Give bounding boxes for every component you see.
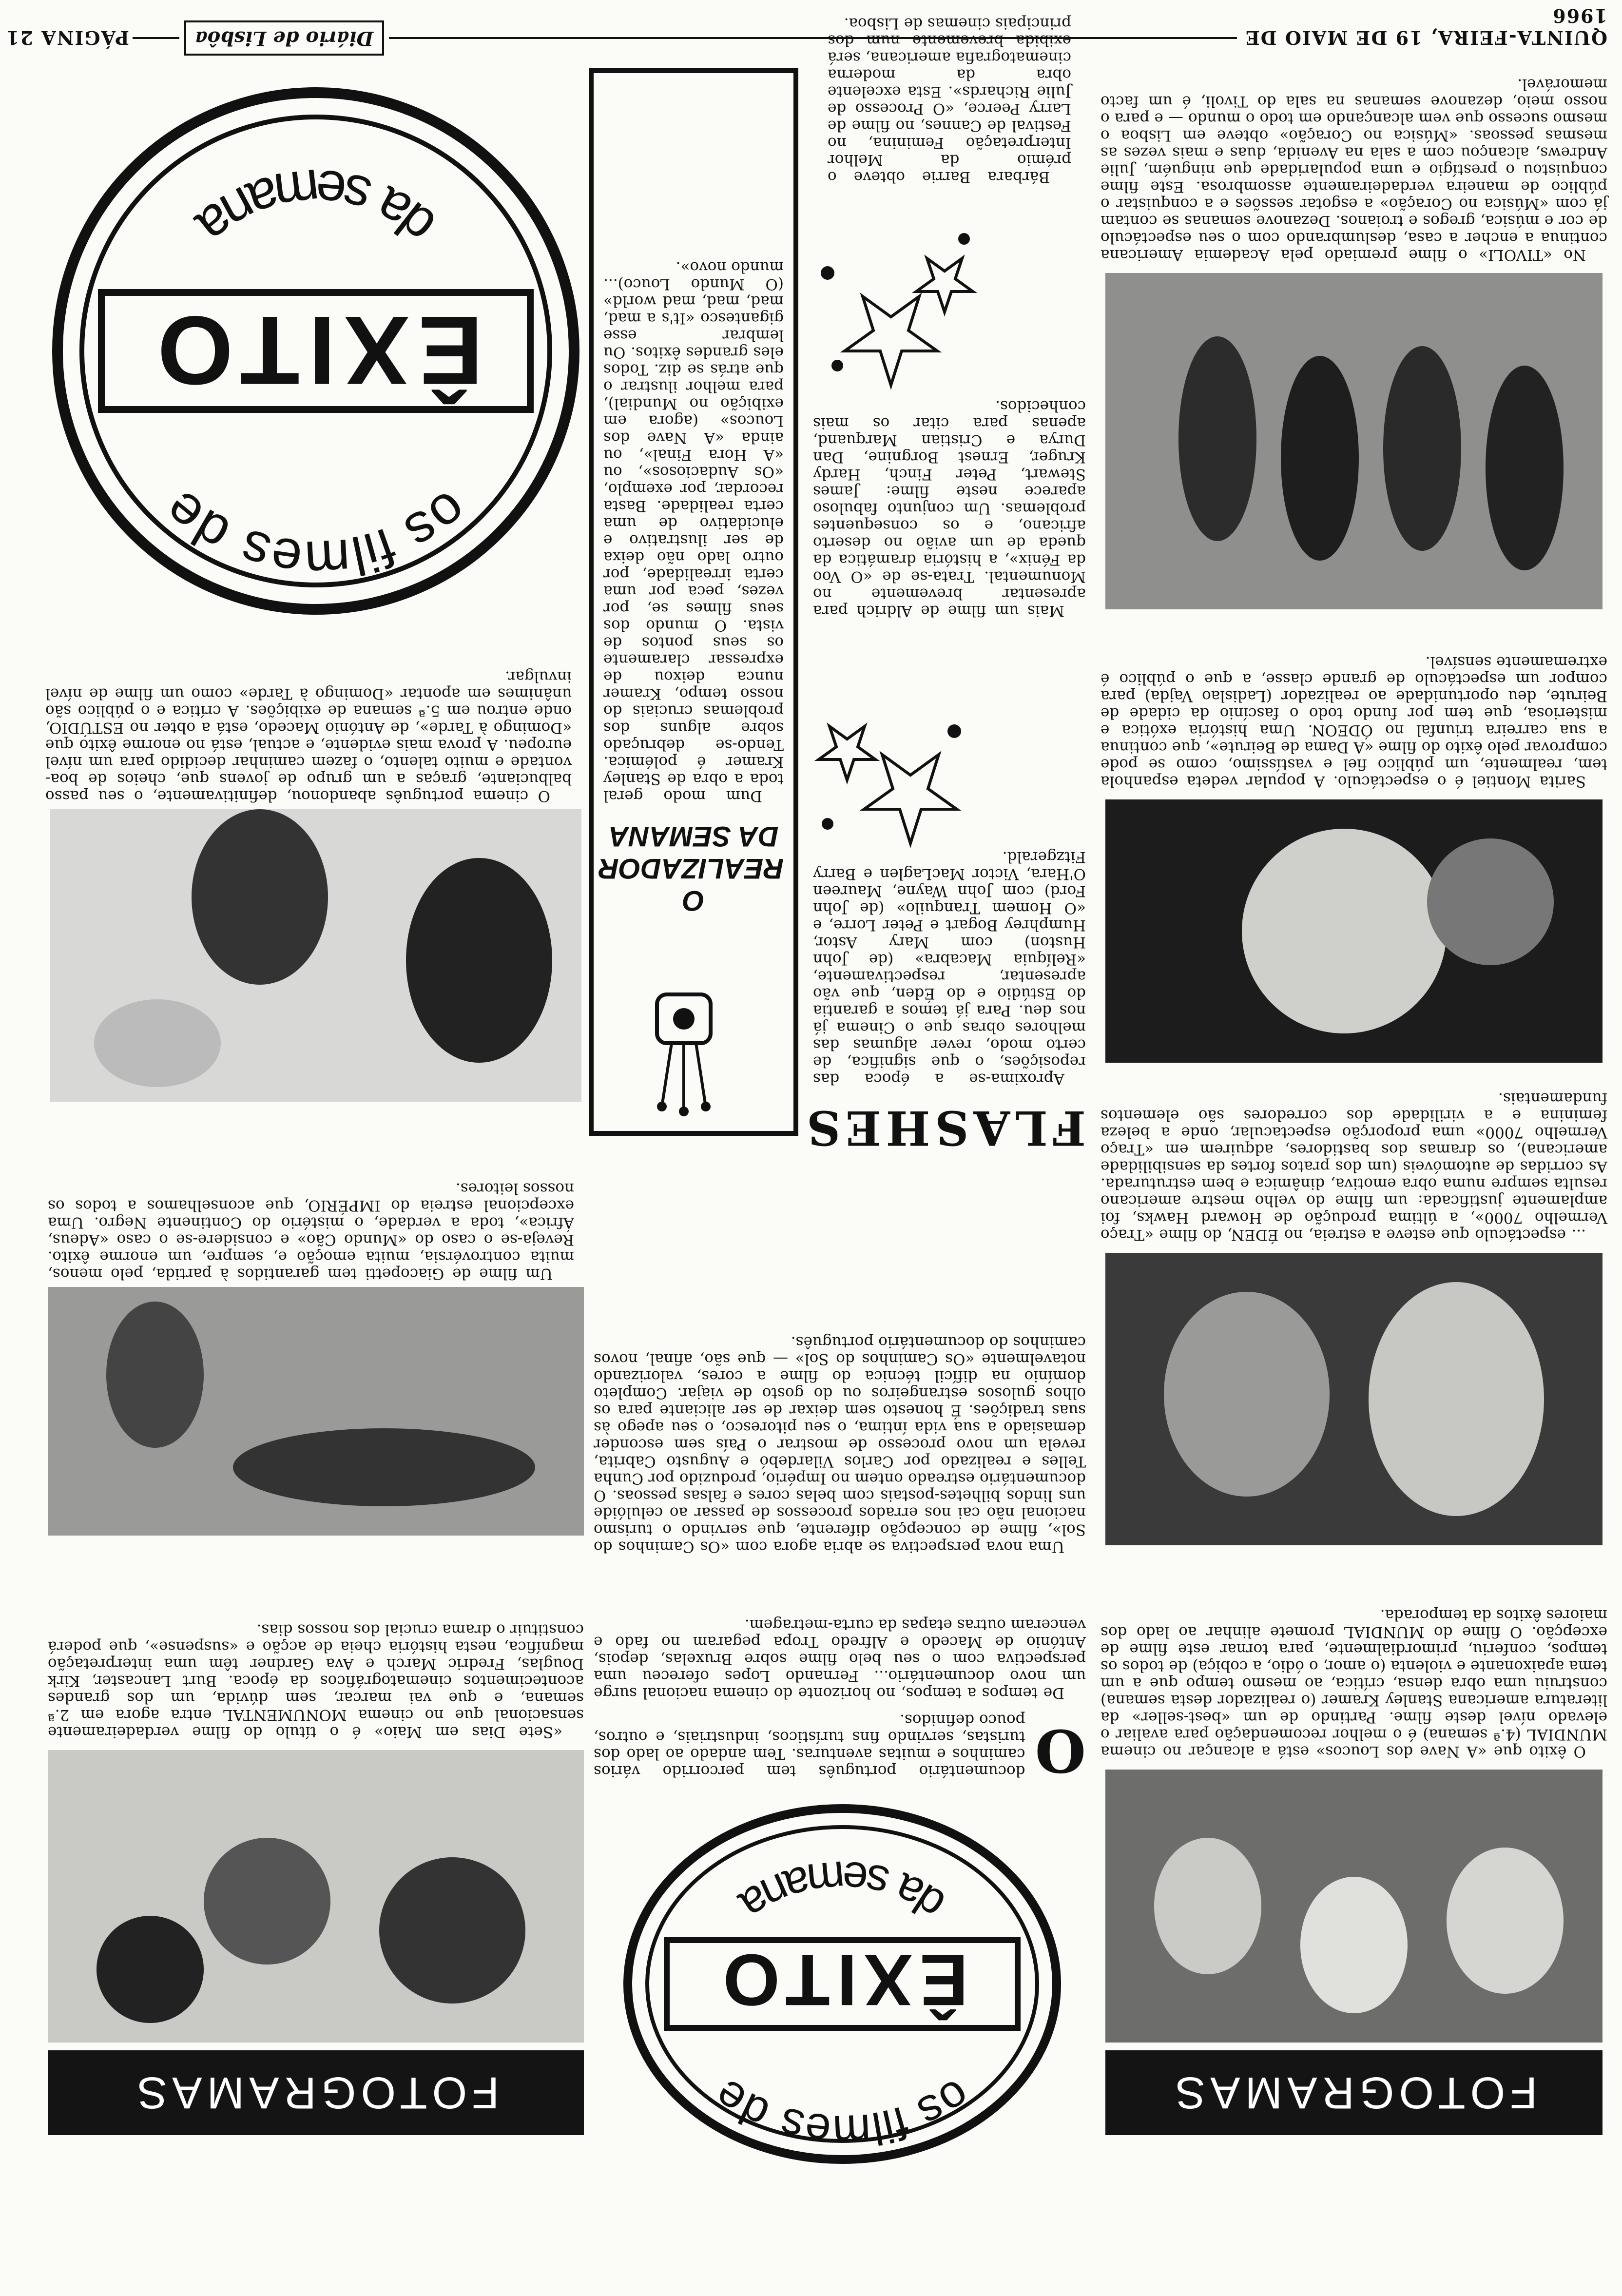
caption-text: O cinema português abandonou, definitivamente, o seu passo balbuciante, graças a um grupo de jovens que, cheios de boa-vontade e muito talento, o fazem caminhar decidido para um nível europeu. A prova mais evidente, e actual, está no enorme êxito que «Domingo à Tarde», de António Macedo, está a obter no ESTÚDIO, onde entrou em 5.ª semana de exibições. A crítica e o público são unânimes em apontar «Domingo à Tarde» como um filme de nível invulgar. xyxy=(45,667,572,805)
photo-shape xyxy=(1427,838,1554,965)
date-line: QUINTA-FEIRA, 19 DE MAIO DE 1966 xyxy=(1244,5,1607,49)
documentario-paragraph: documentário português tem percorrido vários caminhos e muitas aventuras. Tem andado ao lado dos turistas, servindo fins turísticos, industriais, e outros, pouco definidos. xyxy=(594,1711,1025,1780)
photo-shape xyxy=(106,1302,204,1448)
documentario-paragraph: De tempos a tempos, no horizonte do cinema nacional surge um novo documentário... Fernando Lopes ofereceu uma perspectiva com o seu belo filme sobre Bruxelas, depois, António de Macedo e Alfredo Tropa pegaram no fado e venceram outras etapas da curta-metragem. xyxy=(594,1615,1086,1702)
documentario-text-2 xyxy=(594,1609,1086,1701)
flashes-paragraph: Bárbara Barrie obteve o prémio da Melhor Interpretação Feminina, no Festival de Cannes, no filme de Larry Peerce, «O Processo de Julie Richards». Esta excelente obra da moderna cinematografia americana, será exibida brevemente num dos principais cinemas de Lisboa. xyxy=(828,14,1071,186)
caption-imperio xyxy=(48,1173,574,1282)
flashes-paragraph: Mais um filme de Aldrich para apresentar brevemente no Monumental. Trata-se de «O Voo da Fénix», a história dramática da queda de um avião no deserto africano, e os consequentes problemas. Um conjunto fabuloso aparece neste filme: James Stewart, Peter Finch, Hardy Kruger, Ernest Borgnine, Dan Durya e Cristian Marquand, apenas para citar os mais conhecidos. xyxy=(813,397,1086,620)
header-rule-left xyxy=(133,37,179,39)
caption-text: ... espectáculo que esteve a estreia, no ÉDEN, do filme «Traço Vermelho 7000», a última produção de Howard Hawks, foi amplamente justificada: um filme do velho mestre americano resulta sempre numa obra emotiva, dinâmica e bem estruturada. As corridas de automóveis (um dos pratos fortes da sensibilidade americana), os dramas dos bastidores, adquirem em «Traço Vermelho 7000» uma proporção espectacular, onde a beleza feminina e a virilidade dos corredores são elementos fundamentais. xyxy=(1101,1089,1607,1244)
photo-shape xyxy=(379,1857,525,2004)
projector-icon xyxy=(637,970,730,1116)
flashes-text xyxy=(813,841,1086,1087)
stamp-bottom-text: da semana xyxy=(731,1851,954,1931)
caption-text: «Sete Dias em Maio» é o título do filme verdadeiramente sensacional que no cinema MONUMENTAL entra agora em 2.ª semana, e que vai marcar, sem dúvida, um dos grandes acontecimentos cinematográficos da época. Burt Lancaster, Kirk Douglas, Fredric March e Ava Gardner têm uma interpretação magnífica, nesta história cheia de acção e «suspense», que poderá constituir o drama crucial dos nossos dias. xyxy=(48,1620,584,1741)
photo-shape xyxy=(233,1428,535,1506)
photo-nave-dos-loucos xyxy=(1105,1770,1603,2043)
photo-shape xyxy=(94,999,221,1087)
stamp-bottom-text: da semana xyxy=(185,157,446,257)
caption-estudio xyxy=(45,661,572,804)
photo-shape xyxy=(204,1838,330,1965)
stars-decoration-2 xyxy=(798,678,984,853)
photo-musica-no-coracao xyxy=(1105,273,1603,609)
realizador-title-2: DA SEMANA xyxy=(608,820,779,852)
dropcap: O xyxy=(1035,1716,1086,1785)
star-icon xyxy=(798,678,984,853)
caption-tivoli xyxy=(1101,69,1607,263)
photo-domingo-a-tarde xyxy=(50,809,581,1102)
photo-dama-de-beirute xyxy=(1105,799,1603,1063)
photo-shape xyxy=(1154,1838,1261,1974)
stamp-top-text: os filmes de xyxy=(705,2069,980,2158)
photo-shape xyxy=(1486,366,1564,570)
caption-text: Um filme de Giacopetti tem garantidos à partida, pelo menos, muita controvérsia, muita emoção e, sempre, um enorme êxito. Reveja-se o caso do «Mundo Cão» e considere-se o caso «Adeus, África», toda a verdade, o mistério do Continente Negro. Uma excepcional estreia do IMPÉRIO, que aconselhamos a todos os nossos leitores. xyxy=(48,1179,574,1283)
realizador-heading xyxy=(598,820,784,916)
caption-text: O êxito que «A Nave dos Loucos» está a alcançar no cinema MUNDIAL (4.ª semana) é o melhor recomendação para avaliar o elevado nível deste filme. Partindo de um «best-seller» da literatura americana Stanley Kramer (o realizador desta semana) construiu uma obra densa, crítica, ao mesmo tempo que a um tema apaixonante e violenta (o amor, o ódio, a cobiça) de todos os tempos, conferiu, primordialmente, para tornar este filme de excepção. O filme do MUNDIAL promete alinhar ao lado dos maiores êxitos da temporada. xyxy=(1101,1606,1607,1760)
logo-text: Diário de Lisbôa xyxy=(194,27,374,50)
caption-monumental xyxy=(48,1614,584,1740)
exito-stamp-large xyxy=(43,78,589,624)
realizador-text xyxy=(603,252,784,805)
stamp-top-text: os filmes de xyxy=(152,479,480,591)
photo-shape xyxy=(192,809,328,985)
photo-shape xyxy=(1369,1282,1544,1516)
header-rule-mid xyxy=(389,37,1237,39)
realizador-title-1: O REALIZADOR xyxy=(598,853,784,916)
documentario-text-3 xyxy=(594,1326,1086,1555)
page-label: PÁGINA 21 xyxy=(5,27,129,49)
flashes-text-2 xyxy=(813,390,1086,619)
photo-shape xyxy=(1164,1292,1330,1497)
newspaper-logo xyxy=(184,20,384,56)
photo-shape xyxy=(1281,356,1359,561)
documentario-intro xyxy=(594,1711,1086,1785)
photo-shape xyxy=(406,858,552,1063)
photo-shape xyxy=(1383,346,1461,551)
caption-mundial xyxy=(1101,1599,1607,1760)
caption-text: Sarita Montiel é o espectáculo. A popular vedeta espanhola tem, realmente, um público fiel e vastíssimo, como se pode comprovar pelo êxito do filme «A Dama de Beirute», que continua a sua carreira triunfal no ÓDEON. Uma história exótica e misteriosa, que tem por fundo todo o fascínio da cidade de Beirute, deu oportunidade ao realizador (Ladislao Vajda) para compor um espectáculo de grande classe, a que o público é extremamente sensível. xyxy=(1101,653,1607,790)
photo-shape xyxy=(97,1916,204,2023)
realizador-paragraph: Dum modo geral toda a obra de Stanley Kramer é polémica. Tendo-se debruçado sobre alguns dos problemas cruciais do nosso tempo, Kramer nunca deixou de expressar claramente os seus pontos de vista. O mundo dos seus filmes se, por vezes, peca por uma certa irrealidade, por outro lado não deixa de ser ilustrativo e elucidativo de uma certa realidade. Basta recordar, por exemplo, «Os Audaciosos», ou «A Hora Final», ou ainda «A Nave dos Loucos» (agora em exibição no Mundial), para melhor ilustrar o que atrás se diz. Todos eles grandes êxitos. Ou lembrar esse gigantesco «It's a mad, mad, mad, mad world» (O Mundo Louco)... mundo novo». xyxy=(603,258,784,805)
fotogramas-banner-left: FOTOGRAMAS xyxy=(1105,2050,1603,2135)
photo-shape xyxy=(1300,1877,1408,2013)
flashes-title: FLASHES xyxy=(802,1100,1086,1155)
photo-traco-vermelho xyxy=(1105,1253,1603,1545)
photo-shape xyxy=(1447,1848,1564,1994)
caption-odeon xyxy=(1101,646,1607,790)
photo-shape xyxy=(1242,829,1447,1033)
photo-shape xyxy=(1178,336,1256,541)
documentario-paragraph: Uma nova perspectiva se abria agora com «Os Caminhos do Sol», filme de concepção diferente, que servindo o turismo nacional não cai nos errados processos de passar ao celulóide uns lindos bilhetes-postais com belas cores e falsas pessoas. O documentário estreado ontem no Império, produzido por Cunha Telles e realizado por Carlos Vilardebó e Augusto Cabrita, revela um novo processo de mostrar o País sem esconder demasiado a sua vida íntima, o seu pitoresco, o seu apego às suas tradições. É honesto sem deixar de ser aliciante para os olhos gulosos estrangeiros ou do gosto de viajar. Completo domínio na difícil técnica do filme a cores, valorizando notavelmente «Os Caminhos do Sol» — que são, afinal, novos caminhos do documentário português. xyxy=(594,1333,1086,1556)
flashes-text-3 xyxy=(828,8,1071,185)
caption-text: No «TIVOLI» o filme premiado pela Academia Americana continua a encher a casa, deslumbrando com o seu espectáculo de cor e música, gregos e troianos. Dezanove semanas se contam já com «Música no Coração» a esgotar sessões e a conquistar o público de maneira verdadeiramente assombrosa. Este filme conquistou o prestígio e uma popularidade que ninguém, Julie Andrews, alcançou com a sala na Avenida, duas e mais vezes as mesmas pessoas. «Música no Coração» obteve em Lisboa o mesmo sucesso que vem alcançando em todo o mundo — e para o nosso meio, dezanove semanas na sala do Tivoli, é um facto memorável. xyxy=(1101,75,1607,264)
page-header xyxy=(0,5,1622,73)
flashes-paragraph: Aproxima-se a época das reposições, o que significa, de certo modo, rever algumas das melhores obras que o Cinema já nos deu. Para já temos a garantia do Estúdio e do Éden, que vão apresentar, respectivamente, «Relíquia Macabra» (de John Huston) com Mary Astor, Humphrey Bogart e Peter Lorre, e «O Homem Tranquilo» (de John Ford) com John Wayne, Maureen O'Hara, Victor MacLaglen e Barry Fitzgerald. xyxy=(813,848,1086,1088)
caption-eden xyxy=(1101,1083,1607,1243)
stars-decoration xyxy=(798,219,984,395)
photo-sete-dias-em-maio xyxy=(48,1750,584,2043)
stamp-main-word: ÊXITO xyxy=(716,1939,968,2021)
stamp-main-word: ÊXITO xyxy=(148,296,483,405)
star-icon xyxy=(798,219,984,395)
exito-stamp-small xyxy=(613,1799,1071,2169)
fotogramas-banner-right: FOTOGRAMAS xyxy=(48,2050,584,2135)
stamp-graphic xyxy=(613,1799,1071,2169)
photo-adeus-africa xyxy=(48,1287,584,1536)
stamp-graphic xyxy=(43,78,589,624)
